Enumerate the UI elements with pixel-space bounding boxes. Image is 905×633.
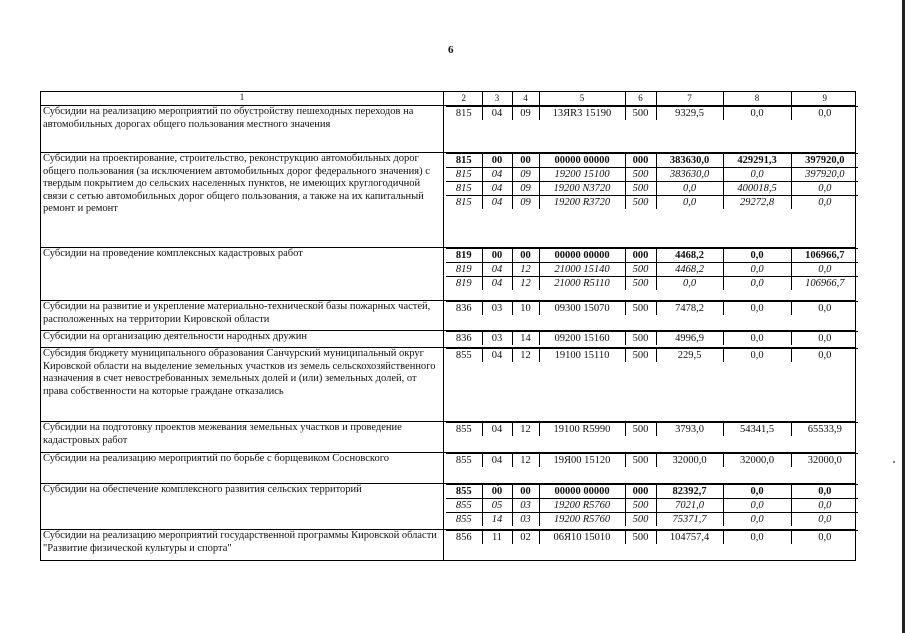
code-cell: 19Я00 15120 xyxy=(539,454,625,468)
amount-cell: 0,0 xyxy=(723,249,791,263)
amount-cell: 7021,0 xyxy=(656,499,723,513)
amount-cell: 3793,0 xyxy=(656,423,723,437)
code-cell: 13ЯR3 15190 xyxy=(539,107,625,121)
code-cell: 19100 R5990 xyxy=(539,423,625,437)
code-cell: 09200 15160 xyxy=(539,332,625,346)
code-cell: 14 xyxy=(482,513,512,527)
amount-cell: 32000,0 xyxy=(791,454,858,468)
amount-cell: 0,0 xyxy=(656,182,723,196)
row-description: Субсидии на организацию деятельности народных дружин xyxy=(41,331,444,348)
code-cell: 856 xyxy=(446,531,482,545)
header-col-9: 9 xyxy=(791,92,858,105)
code-cell: 05 xyxy=(482,499,512,513)
amount-cell: 400018,5 xyxy=(723,182,791,196)
header-col-7: 7 xyxy=(656,92,723,105)
code-cell: 00000 00000 xyxy=(539,154,625,168)
code-cell: 19200 R5760 xyxy=(539,513,625,527)
row-description: Субсидии на проектирование, строительство, реконструкцию автомобильных дорог общего пользования (за исключением автомобильных дорог федерального значения) с твердым покрытием до сельских населенных пунктов, не имеющих круглогодичной связи с сетью автомобильных дорог общего пользования, а также на их капитальный ремонт и ремонт xyxy=(41,153,444,248)
code-cell: 855 xyxy=(446,513,482,527)
amount-cell: 4468,2 xyxy=(656,249,723,263)
row-description: Субсидии на реализацию мероприятий по обустройству пешеходных переходов на автомобильных дорогах общего пользования местного значения xyxy=(41,106,444,153)
code-cell: 500 xyxy=(625,263,656,277)
code-cell: 819 xyxy=(446,249,482,263)
row-description: Субсидии на реализацию мероприятий государственной программы Кировской области "Развитие физической культуры и спорта" xyxy=(41,530,444,561)
code-cell: 819 xyxy=(446,263,482,277)
code-cell: 04 xyxy=(482,349,512,363)
code-cell: 19200 15100 xyxy=(539,168,625,182)
amount-cell: 82392,7 xyxy=(656,485,723,499)
amount-cell: 429291,3 xyxy=(723,154,791,168)
table-row xyxy=(41,153,856,248)
amount-cell: 0,0 xyxy=(656,196,723,210)
amount-cell: 4996,9 xyxy=(656,332,723,346)
code-cell: 855 xyxy=(446,499,482,513)
amount-cell: 65533,9 xyxy=(791,423,858,437)
code-cell: 000 xyxy=(625,249,656,263)
amount-cell: 0,0 xyxy=(723,349,791,363)
code-cell: 19100 15110 xyxy=(539,349,625,363)
code-cell: 00000 00000 xyxy=(539,249,625,263)
amount-cell: 32000,0 xyxy=(723,454,791,468)
amount-cell: 0,0 xyxy=(791,196,858,210)
row-description: Субсидия бюджету муниципального образования Санчурский муниципальный округ Кировской области на выделение земельных участков из земель сельскохозяйственного назначения в счет невостребованных земельных долей и (или) земельных долей, от права собственности на которые граждане отказались xyxy=(41,348,444,422)
code-cell: 02 xyxy=(512,531,539,545)
code-cell: 19200 R5760 xyxy=(539,499,625,513)
header-col-4: 4 xyxy=(512,92,539,105)
code-cell: 815 xyxy=(446,168,482,182)
row-description: Субсидии на проведение комплексных кадастровых работ xyxy=(41,248,444,301)
row-description: Субсидии на реализацию мероприятий по борьбе с борщевиком Сосновского xyxy=(41,453,444,484)
amount-cell: 0,0 xyxy=(656,277,723,291)
amount-cell: 104757,4 xyxy=(656,531,723,545)
code-cell: 03 xyxy=(512,499,539,513)
code-cell: 04 xyxy=(482,107,512,121)
code-cell: 21000 R5110 xyxy=(539,277,625,291)
table-row xyxy=(41,106,856,153)
code-cell: 500 xyxy=(625,302,656,316)
code-cell: 12 xyxy=(512,277,539,291)
amount-cell: 397920,0 xyxy=(791,154,858,168)
amount-cell: 0,0 xyxy=(723,513,791,527)
header-col-1: 1 xyxy=(41,92,444,106)
amount-cell: 0,0 xyxy=(723,499,791,513)
code-cell: 09 xyxy=(512,182,539,196)
page-number: 6 xyxy=(448,44,454,56)
code-cell: 12 xyxy=(512,454,539,468)
code-cell: 500 xyxy=(625,454,656,468)
code-cell: 14 xyxy=(512,332,539,346)
amount-cell: 0,0 xyxy=(791,107,858,121)
header-col-5: 5 xyxy=(539,92,625,105)
code-cell: 00 xyxy=(512,249,539,263)
code-cell: 03 xyxy=(482,302,512,316)
code-cell: 00 xyxy=(482,249,512,263)
code-cell: 12 xyxy=(512,263,539,277)
amount-cell: 54341,5 xyxy=(723,423,791,437)
code-cell: 500 xyxy=(625,182,656,196)
code-cell: 836 xyxy=(446,332,482,346)
amount-cell: 383630,0 xyxy=(656,168,723,182)
amount-cell: 0,0 xyxy=(791,332,858,346)
code-cell: 04 xyxy=(482,263,512,277)
code-cell: 500 xyxy=(625,168,656,182)
amount-cell: 0,0 xyxy=(723,332,791,346)
code-cell: 500 xyxy=(625,196,656,210)
amount-cell: 29272,8 xyxy=(723,196,791,210)
code-cell: 855 xyxy=(446,485,482,499)
code-cell: 09 xyxy=(512,168,539,182)
code-cell: 836 xyxy=(446,302,482,316)
table-row xyxy=(41,348,856,422)
table-row xyxy=(41,530,856,561)
amount-cell: 0,0 xyxy=(791,263,858,277)
amount-cell: 9329,5 xyxy=(656,107,723,121)
amount-cell: 0,0 xyxy=(723,168,791,182)
scan-speck xyxy=(893,461,895,463)
code-cell: 500 xyxy=(625,107,656,121)
row-description: Субсидии на подготовку проектов межевания земельных участков и проведение кадастровых работ xyxy=(41,422,444,453)
code-cell: 00 xyxy=(482,154,512,168)
amount-cell: 229,5 xyxy=(656,349,723,363)
code-cell: 12 xyxy=(512,423,539,437)
table-row xyxy=(41,331,856,348)
amount-cell: 0,0 xyxy=(791,531,858,545)
code-cell: 855 xyxy=(446,454,482,468)
code-cell: 04 xyxy=(482,277,512,291)
amount-cell: 0,0 xyxy=(791,513,858,527)
table-row xyxy=(41,422,856,453)
row-description: Субсидии на развитие и укрепление материально-технической базы пожарных частей, расположенных на территории Кировской области xyxy=(41,301,444,331)
code-cell: 11 xyxy=(482,531,512,545)
table-row xyxy=(41,301,856,331)
code-cell: 03 xyxy=(512,513,539,527)
code-cell: 00 xyxy=(512,485,539,499)
amount-cell: 0,0 xyxy=(791,302,858,316)
code-cell: 000 xyxy=(625,485,656,499)
amount-cell: 75371,7 xyxy=(656,513,723,527)
amount-cell: 0,0 xyxy=(791,182,858,196)
code-cell: 19200 R3720 xyxy=(539,196,625,210)
amount-cell: 0,0 xyxy=(723,263,791,277)
code-cell: 06Я10 15010 xyxy=(539,531,625,545)
code-cell: 04 xyxy=(482,423,512,437)
budget-table xyxy=(40,91,856,561)
code-cell: 500 xyxy=(625,531,656,545)
amount-cell: 106966,7 xyxy=(791,277,858,291)
code-cell: 00 xyxy=(482,485,512,499)
amount-cell: 0,0 xyxy=(723,485,791,499)
code-cell: 500 xyxy=(625,332,656,346)
code-cell: 04 xyxy=(482,196,512,210)
code-cell: 21000 15140 xyxy=(539,263,625,277)
code-cell: 815 xyxy=(446,182,482,196)
header-col-3: 3 xyxy=(482,92,512,105)
code-cell: 815 xyxy=(446,196,482,210)
code-cell: 855 xyxy=(446,423,482,437)
code-cell: 815 xyxy=(446,154,482,168)
amount-cell: 7478,2 xyxy=(656,302,723,316)
code-cell: 12 xyxy=(512,349,539,363)
code-cell: 04 xyxy=(482,168,512,182)
code-cell: 03 xyxy=(482,332,512,346)
amount-cell: 106966,7 xyxy=(791,249,858,263)
amount-cell: 0,0 xyxy=(791,485,858,499)
amount-cell: 0,0 xyxy=(723,107,791,121)
code-cell: 500 xyxy=(625,513,656,527)
table-header-row xyxy=(41,92,856,106)
amount-cell: 0,0 xyxy=(791,349,858,363)
header-col-6: 6 xyxy=(625,92,656,105)
code-cell: 855 xyxy=(446,349,482,363)
code-cell: 09 xyxy=(512,107,539,121)
code-cell: 815 xyxy=(446,107,482,121)
amount-cell: 0,0 xyxy=(791,499,858,513)
amount-cell: 397920,0 xyxy=(791,168,858,182)
code-cell: 500 xyxy=(625,349,656,363)
amount-cell: 0,0 xyxy=(723,277,791,291)
table-row xyxy=(41,484,856,530)
amount-cell: 32000,0 xyxy=(656,454,723,468)
code-cell: 819 xyxy=(446,277,482,291)
code-cell: 000 xyxy=(625,154,656,168)
table-row xyxy=(41,248,856,301)
table-row xyxy=(41,453,856,484)
code-cell: 500 xyxy=(625,423,656,437)
amount-cell: 0,0 xyxy=(723,302,791,316)
code-cell: 04 xyxy=(482,182,512,196)
code-cell: 00 xyxy=(512,154,539,168)
amount-cell: 0,0 xyxy=(723,531,791,545)
code-cell: 04 xyxy=(482,454,512,468)
amount-cell: 4468,2 xyxy=(656,263,723,277)
row-description: Субсидии на обеспечение комплексного развития сельских территорий xyxy=(41,484,444,530)
code-cell: 10 xyxy=(512,302,539,316)
code-cell: 19200 N3720 xyxy=(539,182,625,196)
header-col-8: 8 xyxy=(723,92,791,105)
code-cell: 00000 00000 xyxy=(539,485,625,499)
code-cell: 500 xyxy=(625,499,656,513)
code-cell: 09 xyxy=(512,196,539,210)
header-col-2: 2 xyxy=(446,92,482,105)
amount-cell: 383630,0 xyxy=(656,154,723,168)
code-cell: 500 xyxy=(625,277,656,291)
code-cell: 09300 15070 xyxy=(539,302,625,316)
